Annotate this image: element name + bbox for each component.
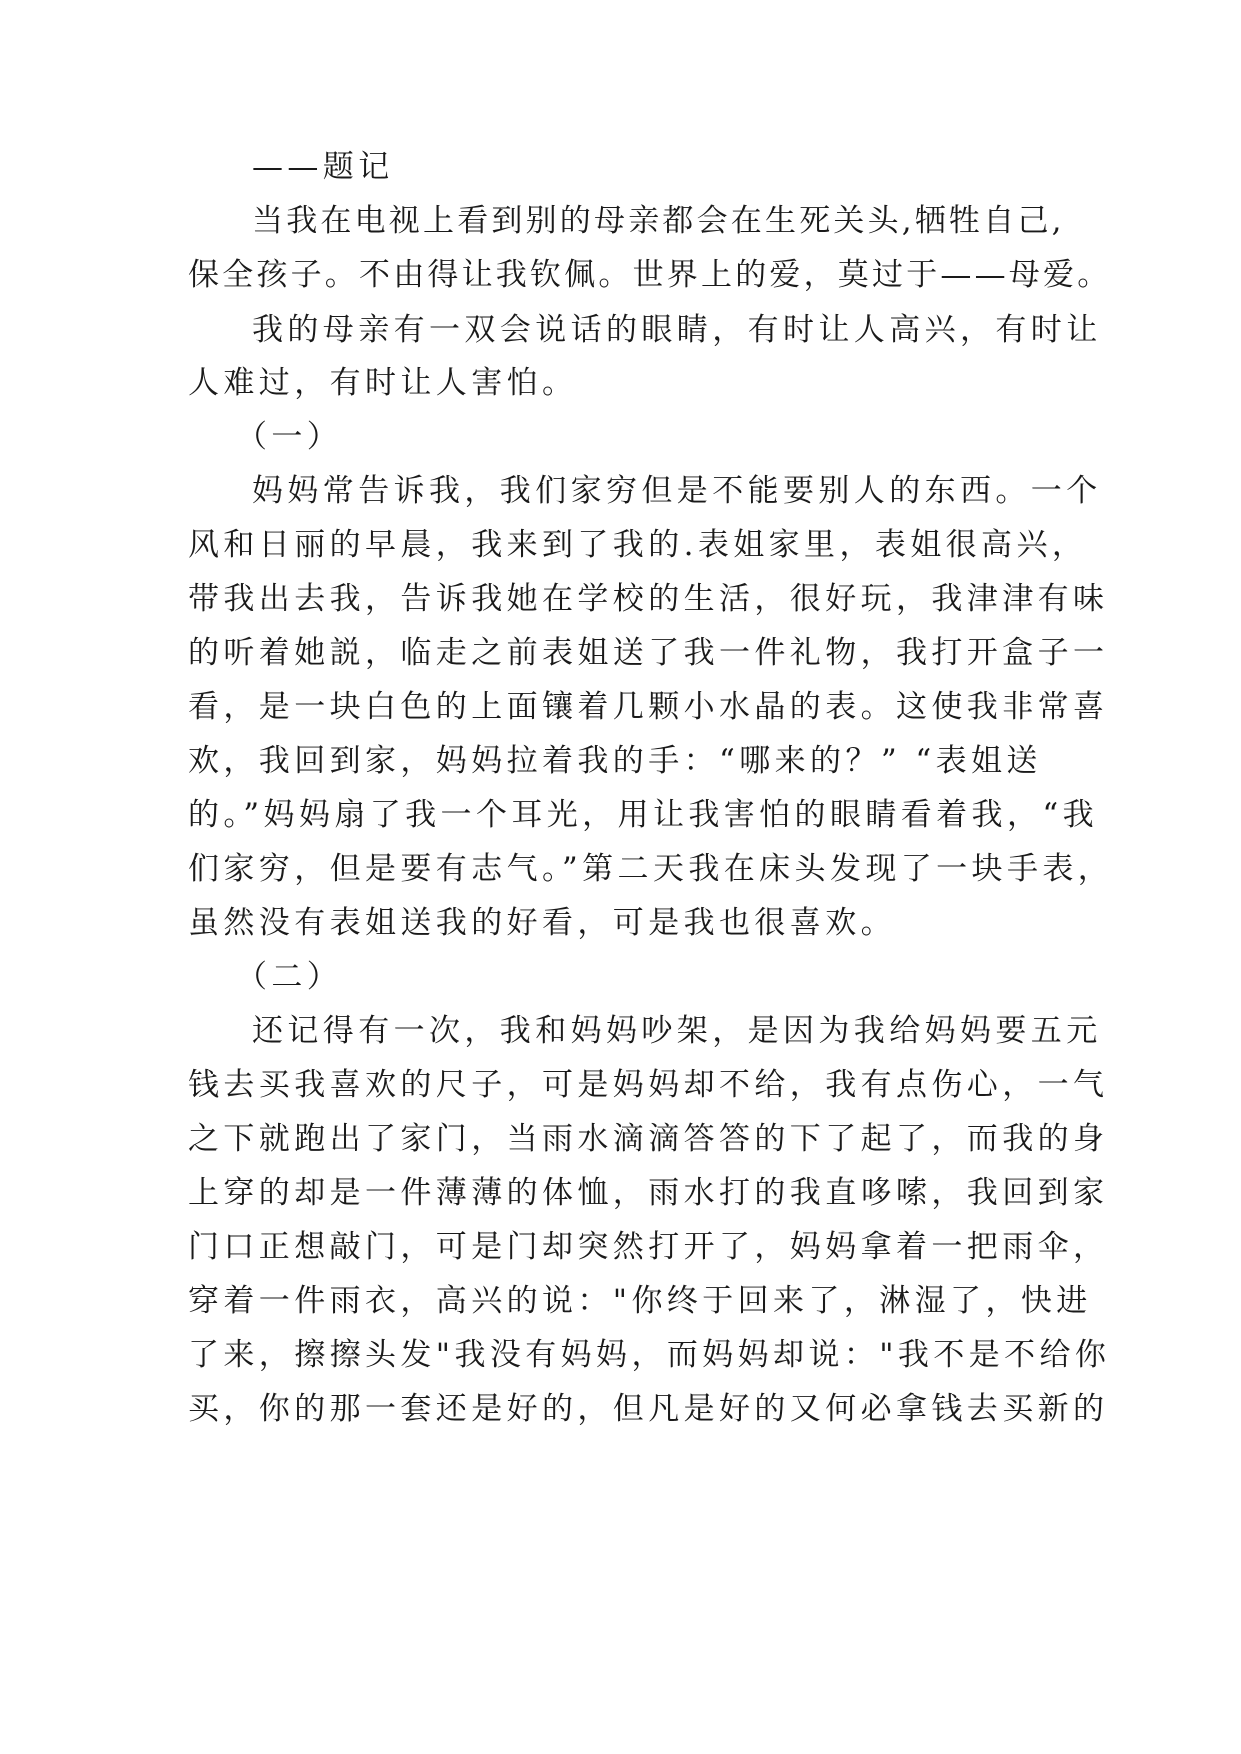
paragraph-line: 保全孩子。不由得让我钦佩。世界上的爱，莫过于——母爱。 <box>188 257 1112 293</box>
paragraph-line: 带我出去我，告诉我她在学校的生活，很好玩，我津津有味 <box>188 581 1109 617</box>
paragraph-line: 看，是一块白色的上面镶着几颗小水晶的表。这使我非常喜 <box>188 689 1109 725</box>
paragraph-line: 穿着一件雨衣，高兴的说："你终于回来了，淋湿了，快进 <box>188 1283 1092 1319</box>
section-heading: （二） <box>236 959 343 995</box>
paragraph-line: 的听着她説，临走之前表姐送了我一件礼物，我打开盒子一 <box>188 635 1109 671</box>
paragraph-line: 之下就跑出了家门，当雨水滴滴答答的下了起了，而我的身 <box>188 1121 1109 1157</box>
paragraph-line: 欢，我回到家，妈妈拉着我的手：“哪来的？” “表姐送 <box>188 743 1042 779</box>
paragraph-line: 妈妈常告诉我，我们家穷但是不能要别人的东西。一个 <box>252 473 1102 509</box>
paragraph-line: 的。”妈妈扇了我一个耳光，用让我害怕的眼睛看着我，“我 <box>188 797 1098 833</box>
paragraph-line: 我的母亲有一双会说话的眼睛，有时让人高兴，有时让 <box>252 312 1102 348</box>
section-heading: （一） <box>236 419 343 455</box>
paragraph-line: 人难过，有时让人害怕。 <box>188 365 578 401</box>
paragraph-line: 虽然没有表姐送我的好看，可是我也很喜欢。 <box>188 905 896 941</box>
paragraph-line: 当我在电视上看到别的母亲都会在生死关头,牺牲自己, <box>252 203 1065 239</box>
paragraph-line: 还记得有一次，我和妈妈吵架，是因为我给妈妈要五元 <box>252 1013 1102 1049</box>
paragraph-line: 上穿的却是一件薄薄的体恤，雨水打的我直哆嗦，我回到家 <box>188 1175 1109 1211</box>
paragraph-line: 钱去买我喜欢的尺子，可是妈妈却不给，我有点伤心，一气 <box>188 1067 1109 1103</box>
paragraph-line: 们家穷，但是要有志气。”第二天我在床头发现了一块手表， <box>188 851 1114 887</box>
paragraph-line: 买，你的那一套还是好的，但凡是好的又何必拿钱去买新的 <box>188 1391 1109 1427</box>
paragraph-line: 了来，擦擦头发"我没有妈妈，而妈妈却说："我不是不给你 <box>188 1337 1111 1373</box>
paragraph-line: 风和日丽的早晨，我来到了我的.表姐家里，表姐很高兴， <box>188 527 1088 563</box>
paragraph-line: 门口正想敲门，可是门却突然打开了，妈妈拿着一把雨伞， <box>188 1229 1109 1265</box>
epigraph-attribution: ——题记 <box>252 149 394 185</box>
